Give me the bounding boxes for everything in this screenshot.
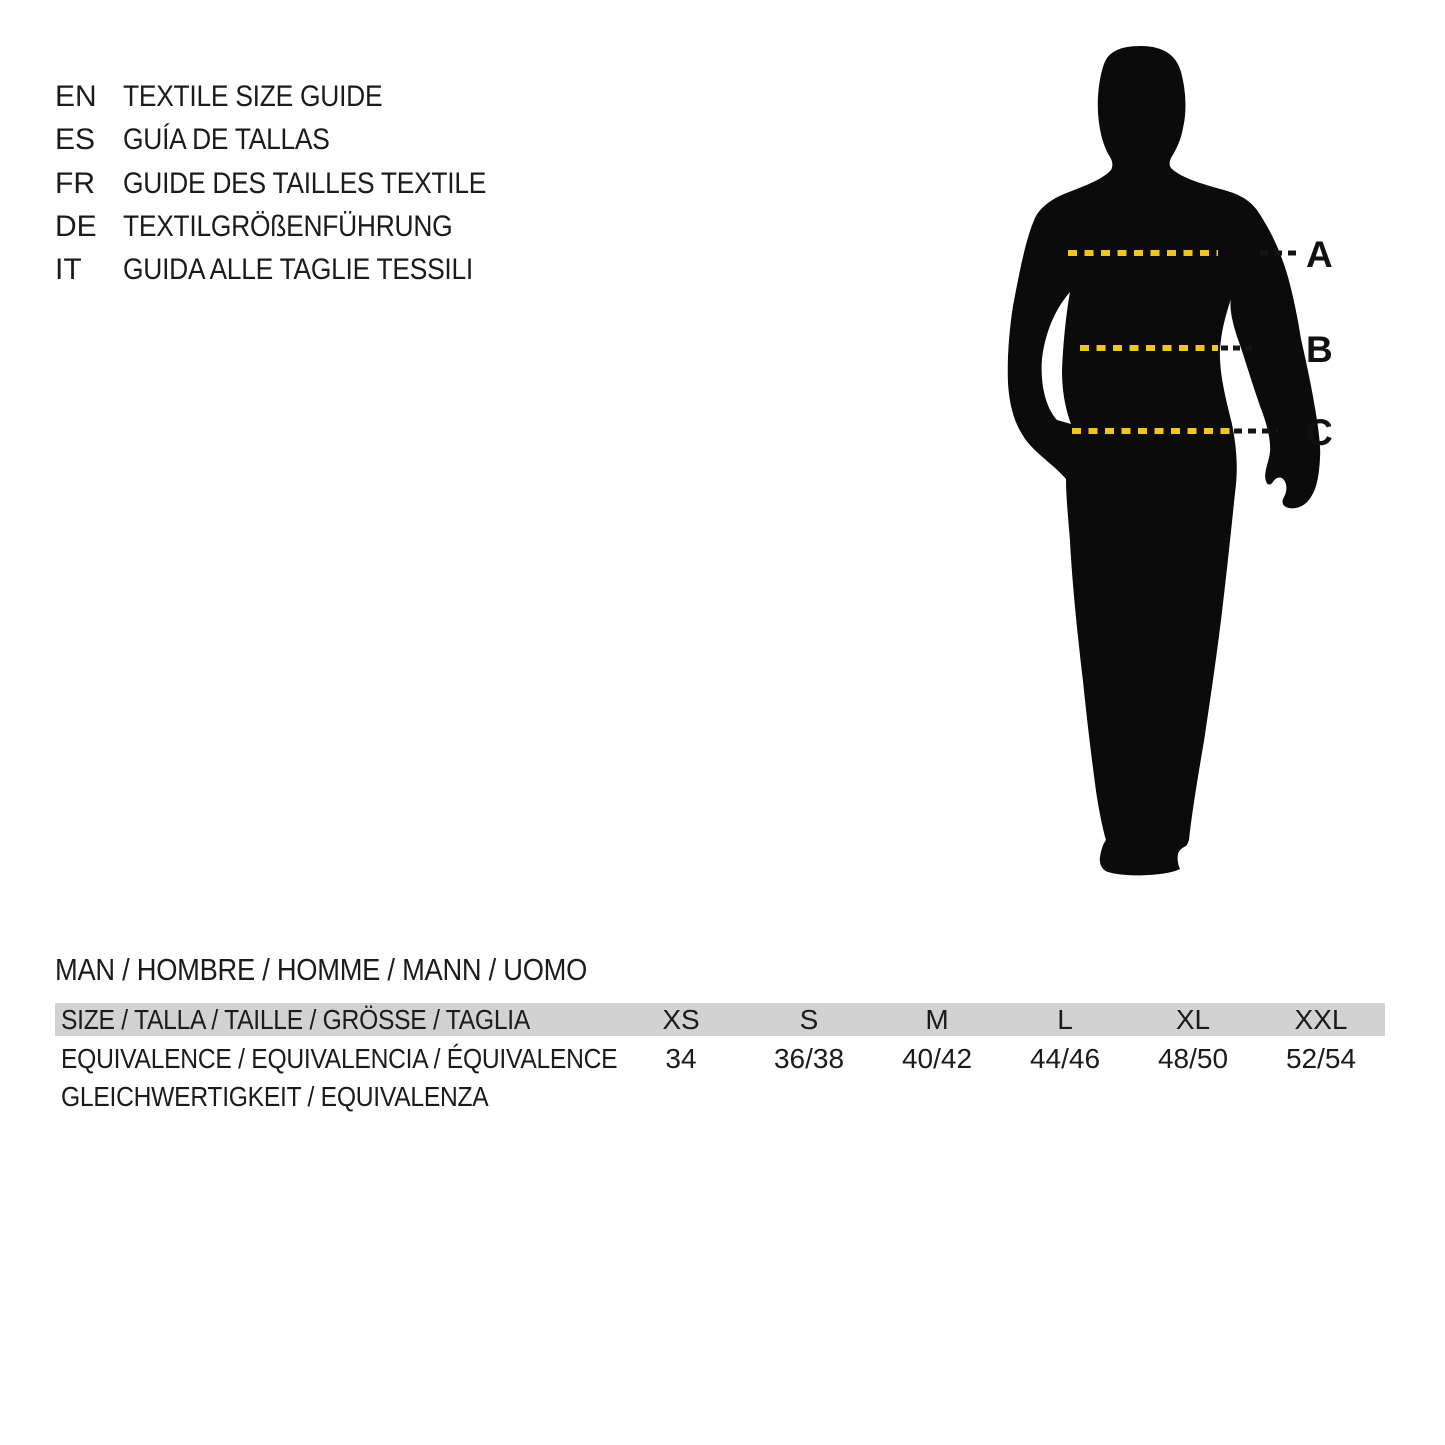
size-col-l: L [1057,1003,1073,1035]
measure-label-a: A [1306,234,1333,275]
size-table-header-row [55,1003,1385,1036]
size-header-label-cell [55,1004,617,1036]
size-col-s: S [799,1003,819,1035]
language-row-de [55,205,536,248]
language-code: DE [55,209,97,243]
equivalence-value-xl: 48/50 [1157,1043,1229,1074]
size-table [55,1003,1385,1116]
equivalence-value-m: 40/42 [901,1043,973,1074]
equivalence-label-cell [55,1040,617,1116]
equivalence-label-line1: EQUIVALENCE / EQUIVALENCIA / ÉQUIVALENCE [61,1043,618,1074]
section-title-man [55,952,660,988]
language-title: TEXTILGRÖßENFÜHRUNG [123,209,453,243]
equivalence-value-xs: 34 [665,1043,697,1074]
man-silhouette-figure [980,30,1340,900]
equivalence-row [55,1036,1385,1116]
language-code: EN [55,80,97,113]
size-col-xl: XL [1175,1003,1211,1035]
section-title-text: MAN / HOMBRE / HOMME / MANN / UOMO [55,952,588,987]
equivalence-value-s: 36/38 [773,1043,845,1074]
language-code: IT [55,253,82,287]
language-row-it [55,248,536,291]
size-col-xxl: XXL [1294,1003,1348,1035]
size-header-label: SIZE / TALLA / TAILLE / GRÖSSE / TAGLIA [61,1003,531,1035]
language-code: FR [55,166,95,200]
man-silhouette [1008,46,1320,875]
language-title: TEXTILE SIZE GUIDE [123,80,383,113]
language-title: GUIDE DES TAILLES TEXTILE [123,166,487,200]
equivalence-value-xxl: 52/54 [1285,1043,1357,1074]
language-code: ES [55,123,96,157]
language-title: GUÍA DE TALLAS [123,123,330,157]
size-col-m: M [925,1003,949,1035]
language-row-es [55,118,536,161]
equivalence-value-l: 44/46 [1029,1043,1101,1074]
size-col-xs: XS [662,1003,700,1035]
measure-label-b: B [1306,329,1333,370]
measure-label-c: C [1306,412,1333,453]
language-row-en [55,75,536,118]
equivalence-label-line2: GLEICHWERTIGKEIT / EQUIVALENZA [61,1081,489,1112]
language-title: GUIDA ALLE TAGLIE TESSILI [123,253,473,287]
language-row-fr [55,162,536,205]
language-title-list [55,75,536,291]
